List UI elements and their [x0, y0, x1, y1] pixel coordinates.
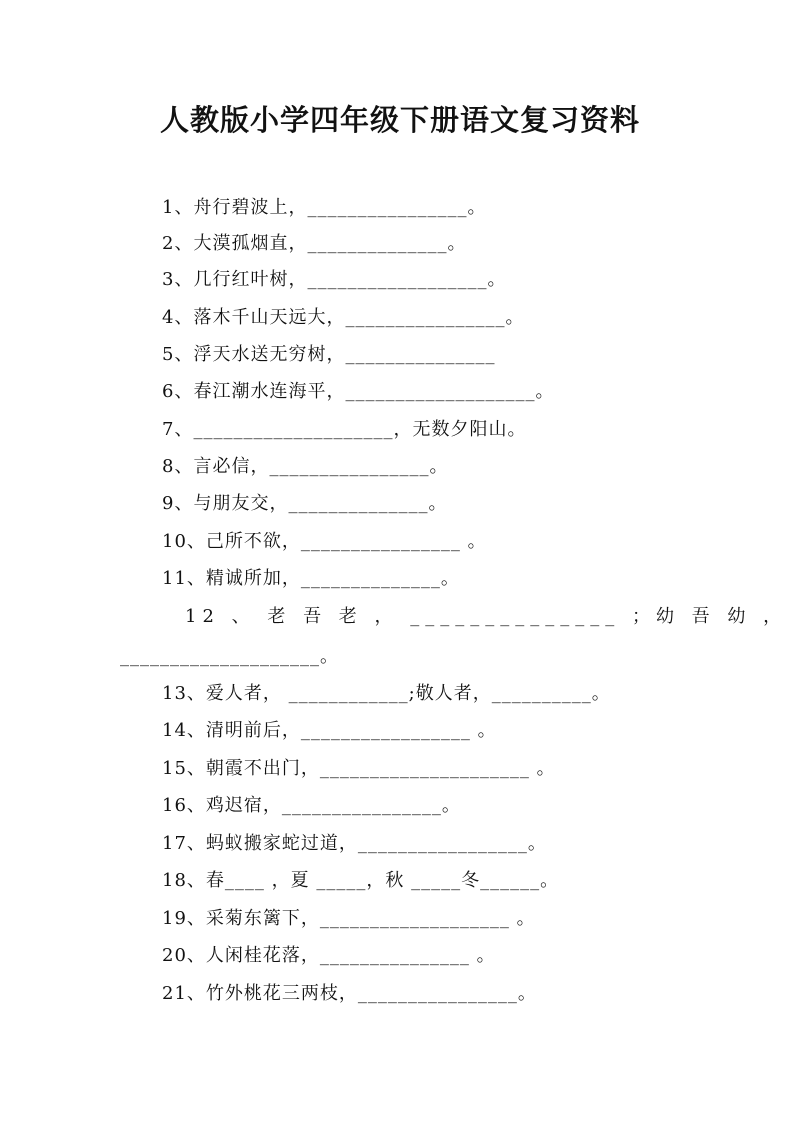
- question-20: 20、人闲桂花落，_______________ 。: [162, 945, 496, 966]
- question-18: 18、春____ ，夏 _____，秋 _____冬______。: [162, 870, 560, 891]
- question-4: 4、落木千山天远大，________________。: [162, 307, 525, 328]
- question-1: 1、舟行碧波上，________________。: [162, 197, 487, 218]
- question-15: 15、朝霞不出门，_____________________ 。: [162, 758, 556, 779]
- question-12-continuation: ____________________。: [120, 646, 339, 667]
- question-5: 5、浮天水送无穷树，_______________: [162, 344, 496, 365]
- question-17: 17、蚂蚁搬家蛇过道，_________________。: [162, 833, 547, 854]
- question-3: 3、几行红叶树，__________________。: [162, 269, 507, 290]
- page-title: 人教版小学四年级下册语文复习资料: [159, 103, 640, 137]
- question-14: 14、清明前后，_________________ 。: [162, 720, 497, 741]
- question-16: 16、鸡迟宿，________________。: [162, 795, 461, 816]
- question-9: 9、与朋友交，______________。: [162, 493, 448, 514]
- question-6: 6、春江潮水连海平，___________________。: [162, 381, 555, 402]
- question-2: 2、大漠孤烟直，______________。: [162, 233, 467, 254]
- question-21: 21、竹外桃花三两枝，________________。: [162, 983, 537, 1004]
- question-12: 12 、 老 吾 老 ， ______________ ；幼 吾 幼 ，: [185, 606, 788, 627]
- question-19: 19、采菊东篱下，___________________ 。: [162, 908, 536, 929]
- question-7: 7、____________________，无数夕阳山。: [162, 419, 527, 440]
- question-10: 10、己所不欲，________________ 。: [162, 531, 487, 552]
- question-11: 11、精诚所加，______________。: [162, 568, 460, 589]
- question-8: 8、言必信，________________。: [162, 456, 449, 477]
- question-13: 13、爱人者， ____________;敬人者，__________。: [162, 683, 611, 704]
